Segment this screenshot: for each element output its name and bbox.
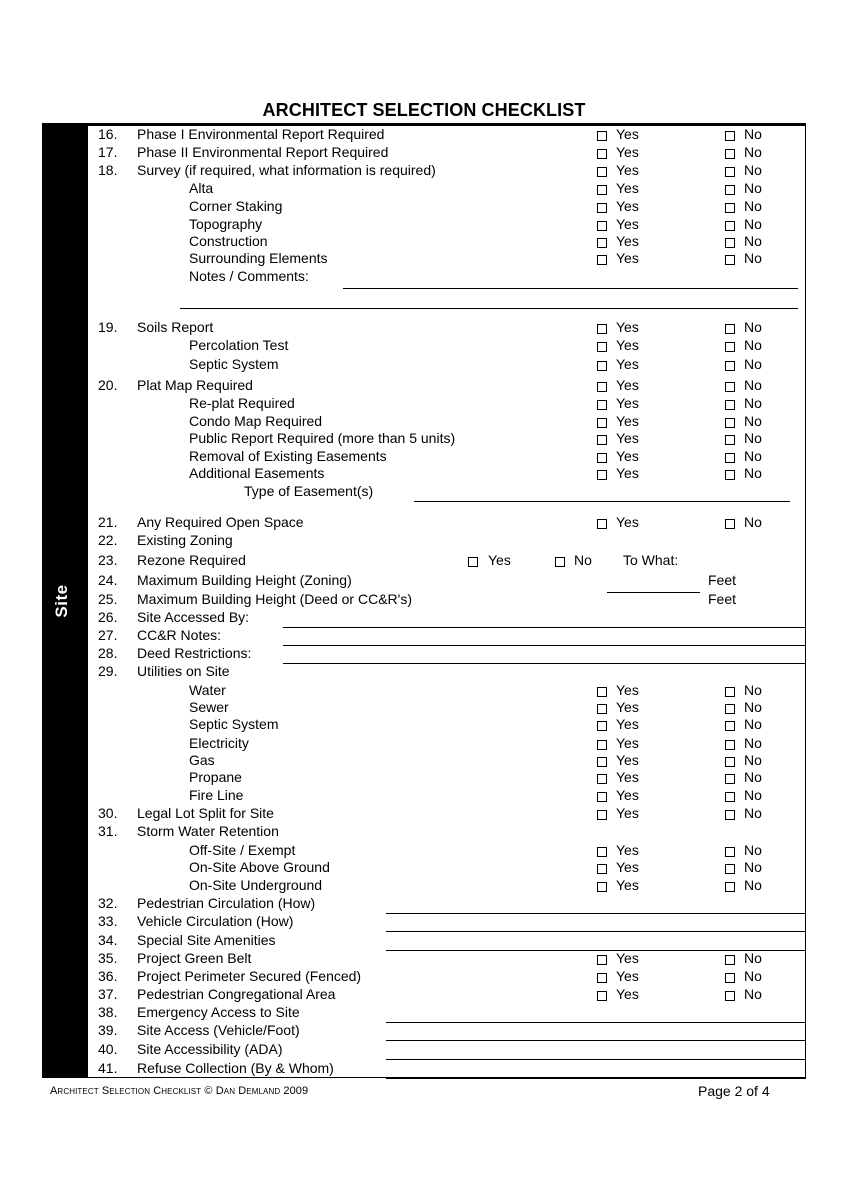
item-label: Public Report Required (more than 5 units) xyxy=(189,430,456,446)
no-label: No xyxy=(744,950,762,966)
no-label: No xyxy=(744,986,762,1002)
item-label: Emergency Access to Site xyxy=(137,1004,300,1020)
no-label: No xyxy=(744,769,762,785)
item-label: Percolation Test xyxy=(189,337,289,353)
no-checkbox[interactable] xyxy=(725,382,735,392)
yes-checkbox[interactable] xyxy=(597,810,607,820)
no-checkbox[interactable] xyxy=(725,342,735,352)
yes-label: Yes xyxy=(616,769,639,785)
yes-label: Yes xyxy=(616,180,639,196)
no-checkbox[interactable] xyxy=(725,453,735,463)
item-label: Phase II Environmental Report Required xyxy=(137,144,389,160)
yes-checkbox[interactable] xyxy=(597,238,607,248)
yes-label: Yes xyxy=(616,805,639,821)
answer-line[interactable] xyxy=(386,931,806,932)
item-number: 16. xyxy=(98,126,118,142)
no-checkbox[interactable] xyxy=(725,847,735,857)
item-number: 23. xyxy=(98,552,118,568)
item-label: Phase I Environmental Report Required xyxy=(137,126,385,142)
item-number: 20. xyxy=(98,377,118,393)
item-label: Removal of Existing Easements xyxy=(189,448,387,464)
yes-label: Yes xyxy=(616,144,639,160)
no-label: No xyxy=(744,968,762,984)
no-label: No xyxy=(744,716,762,732)
yes-checkbox[interactable] xyxy=(597,361,607,371)
yes-label: Yes xyxy=(616,465,639,481)
no-checkbox[interactable] xyxy=(725,721,735,731)
item-label: Construction xyxy=(189,233,268,249)
yes-label: Yes xyxy=(616,986,639,1002)
item-label: Pedestrian Circulation (How) xyxy=(137,895,316,911)
item-label: Water xyxy=(189,682,226,698)
answer-line[interactable] xyxy=(386,950,806,951)
answer-line[interactable] xyxy=(283,663,806,664)
no-checkbox[interactable] xyxy=(725,774,735,784)
yes-label: Yes xyxy=(616,716,639,732)
no-checkbox[interactable] xyxy=(555,557,565,567)
item-label: Surrounding Elements xyxy=(189,250,328,266)
yes-label: Yes xyxy=(616,395,639,411)
no-checkbox[interactable] xyxy=(725,687,735,697)
no-checkbox[interactable] xyxy=(725,740,735,750)
no-label: No xyxy=(744,448,762,464)
yes-checkbox[interactable] xyxy=(597,757,607,767)
yes-checkbox[interactable] xyxy=(597,973,607,983)
yes-label: Yes xyxy=(616,319,639,335)
page-number: Page 2 of 4 xyxy=(698,1083,770,1099)
item-label: Fire Line xyxy=(189,787,244,803)
yes-checkbox[interactable] xyxy=(597,131,607,141)
item-label: Soils Report xyxy=(137,319,214,335)
item-number: 19. xyxy=(98,319,118,335)
no-label: No xyxy=(744,430,762,446)
item-label: Survey (if required, what information is required) xyxy=(137,162,436,178)
no-checkbox[interactable] xyxy=(725,991,735,1001)
yes-label: Yes xyxy=(616,198,639,214)
yes-label: Yes xyxy=(616,448,639,464)
item-number: 32. xyxy=(98,895,118,911)
notes-line[interactable] xyxy=(343,288,798,289)
item-number: 28. xyxy=(98,645,118,661)
yes-checkbox[interactable] xyxy=(597,221,607,231)
no-checkbox[interactable] xyxy=(725,810,735,820)
yes-label: Yes xyxy=(616,356,639,372)
answer-line[interactable] xyxy=(283,627,806,628)
no-checkbox[interactable] xyxy=(725,324,735,334)
item-label: Maximum Building Height (Zoning) xyxy=(137,572,352,588)
no-label: No xyxy=(574,552,592,568)
height-line[interactable] xyxy=(607,592,700,593)
no-label: No xyxy=(744,514,762,530)
page-title: ARCHITECT SELECTION CHECKLIST xyxy=(262,100,586,120)
no-label: No xyxy=(744,377,762,393)
no-checkbox[interactable] xyxy=(725,955,735,965)
no-label: No xyxy=(744,787,762,803)
yes-label: Yes xyxy=(488,552,511,568)
easement-type-line[interactable] xyxy=(414,501,790,502)
notes-line-2[interactable] xyxy=(180,308,798,309)
item-number: 25. xyxy=(98,591,118,607)
yes-label: Yes xyxy=(616,216,639,232)
item-label: Rezone Required xyxy=(137,552,246,568)
yes-checkbox[interactable] xyxy=(597,342,607,352)
yes-checkbox[interactable] xyxy=(597,704,607,714)
item-number: 18. xyxy=(98,162,118,178)
yes-checkbox[interactable] xyxy=(597,847,607,857)
item-label: Maximum Building Height (Deed or CC&R's) xyxy=(137,591,412,607)
yes-label: Yes xyxy=(616,682,639,698)
no-checkbox[interactable] xyxy=(725,435,735,445)
yes-checkbox[interactable] xyxy=(597,740,607,750)
no-label: No xyxy=(744,842,762,858)
no-label: No xyxy=(744,395,762,411)
item-label: Special Site Amenities xyxy=(137,932,276,948)
feet-label: Feet xyxy=(708,572,737,588)
yes-label: Yes xyxy=(616,233,639,249)
yes-checkbox[interactable] xyxy=(597,324,607,334)
no-label: No xyxy=(744,735,762,751)
item-label: Topography xyxy=(189,216,263,232)
item-label: Vehicle Circulation (How) xyxy=(137,913,294,929)
no-checkbox[interactable] xyxy=(725,418,735,428)
item-label: Pedestrian Congregational Area xyxy=(137,986,336,1002)
no-checkbox[interactable] xyxy=(725,238,735,248)
no-label: No xyxy=(744,465,762,481)
item-number: 33. xyxy=(98,913,118,929)
item-label: Utilities on Site xyxy=(137,663,230,679)
no-label: No xyxy=(744,699,762,715)
item-number: 27. xyxy=(98,627,118,643)
yes-checkbox[interactable] xyxy=(597,185,607,195)
no-label: No xyxy=(744,413,762,429)
answer-line[interactable] xyxy=(386,913,806,914)
item-label: Propane xyxy=(189,769,242,785)
item-number: 21. xyxy=(98,514,118,530)
item-label: Type of Easement(s) xyxy=(244,483,374,499)
item-label: Sewer xyxy=(189,699,229,715)
yes-label: Yes xyxy=(616,699,639,715)
yes-label: Yes xyxy=(616,413,639,429)
yes-checkbox[interactable] xyxy=(597,519,607,529)
item-number: 34. xyxy=(98,932,118,948)
item-label: Plat Map Required xyxy=(137,377,253,393)
item-label: Notes / Comments: xyxy=(189,268,309,284)
item-label: Project Perimeter Secured (Fenced) xyxy=(137,968,362,984)
yes-checkbox[interactable] xyxy=(597,203,607,213)
item-label: Alta xyxy=(189,180,214,196)
yes-checkbox[interactable] xyxy=(597,255,607,265)
no-checkbox[interactable] xyxy=(725,973,735,983)
item-label: Existing Zoning xyxy=(137,532,233,548)
rezone-to-what: To What: xyxy=(623,552,679,568)
yes-label: Yes xyxy=(616,752,639,768)
yes-checkbox[interactable] xyxy=(597,435,607,445)
item-number: 24. xyxy=(98,572,118,588)
footer-copyright-text: Architect Selection Checklist © Dan Demland 2009 xyxy=(50,1085,309,1097)
no-label: No xyxy=(744,337,762,353)
item-number: 40. xyxy=(98,1041,118,1057)
footer-copyright xyxy=(50,1085,308,1097)
answer-line[interactable] xyxy=(283,645,806,646)
yes-checkbox[interactable] xyxy=(597,882,607,892)
item-label: Gas xyxy=(189,752,215,768)
no-checkbox[interactable] xyxy=(725,882,735,892)
yes-label: Yes xyxy=(616,950,639,966)
yes-label: Yes xyxy=(616,162,639,178)
item-label: Project Green Belt xyxy=(137,950,252,966)
no-label: No xyxy=(744,180,762,196)
item-number: 26. xyxy=(98,609,118,625)
no-checkbox[interactable] xyxy=(725,255,735,265)
no-checkbox[interactable] xyxy=(725,757,735,767)
yes-label: Yes xyxy=(616,514,639,530)
yes-label: Yes xyxy=(616,877,639,893)
no-checkbox[interactable] xyxy=(725,400,735,410)
no-checkbox[interactable] xyxy=(725,167,735,177)
item-label: CC&R Notes: xyxy=(137,627,222,643)
yes-label: Yes xyxy=(616,430,639,446)
yes-checkbox[interactable] xyxy=(597,453,607,463)
item-number: 31. xyxy=(98,823,118,839)
no-label: No xyxy=(744,319,762,335)
no-label: No xyxy=(744,162,762,178)
no-label: No xyxy=(744,144,762,160)
item-number: 22. xyxy=(98,532,118,548)
item-number: 29. xyxy=(98,663,118,679)
no-checkbox[interactable] xyxy=(725,519,735,529)
no-checkbox[interactable] xyxy=(725,704,735,714)
yes-checkbox[interactable] xyxy=(597,382,607,392)
yes-label: Yes xyxy=(616,126,639,142)
yes-checkbox[interactable] xyxy=(468,557,478,567)
yes-checkbox[interactable] xyxy=(597,418,607,428)
item-label: On-Site Underground xyxy=(189,877,323,893)
no-label: No xyxy=(744,682,762,698)
yes-checkbox[interactable] xyxy=(597,792,607,802)
item-label: Storm Water Retention xyxy=(137,823,279,839)
yes-checkbox[interactable] xyxy=(597,774,607,784)
yes-checkbox[interactable] xyxy=(597,470,607,480)
yes-label: Yes xyxy=(616,842,639,858)
no-label: No xyxy=(744,198,762,214)
yes-checkbox[interactable] xyxy=(597,721,607,731)
no-label: No xyxy=(744,216,762,232)
item-number: 37. xyxy=(98,986,118,1002)
yes-checkbox[interactable] xyxy=(597,167,607,177)
item-number: 35. xyxy=(98,950,118,966)
item-label: Condo Map Required xyxy=(189,413,323,429)
no-checkbox[interactable] xyxy=(725,221,735,231)
item-label: On-Site Above Ground xyxy=(189,859,330,875)
yes-label: Yes xyxy=(616,735,639,751)
item-number: 36. xyxy=(98,968,118,984)
no-label: No xyxy=(744,250,762,266)
item-label: Additional Easements xyxy=(189,465,325,481)
no-label: No xyxy=(744,805,762,821)
no-checkbox[interactable] xyxy=(725,203,735,213)
no-checkbox[interactable] xyxy=(725,792,735,802)
item-label: Legal Lot Split for Site xyxy=(137,805,274,821)
item-number: 30. xyxy=(98,805,118,821)
yes-label: Yes xyxy=(616,250,639,266)
yes-label: Yes xyxy=(616,787,639,803)
item-label: Re-plat Required xyxy=(189,395,295,411)
yes-checkbox[interactable] xyxy=(597,400,607,410)
item-label: Corner Staking xyxy=(189,198,283,214)
feet-label: Feet xyxy=(708,591,737,607)
no-label: No xyxy=(744,859,762,875)
item-number: 39. xyxy=(98,1022,118,1038)
item-label: Site Accessibility (ADA) xyxy=(137,1041,283,1057)
item-label: Site Access (Vehicle/Foot) xyxy=(137,1022,300,1038)
no-checkbox[interactable] xyxy=(725,361,735,371)
yes-checkbox[interactable] xyxy=(597,955,607,965)
no-label: No xyxy=(744,752,762,768)
item-label: Refuse Collection (By & Whom) xyxy=(137,1060,334,1076)
no-label: No xyxy=(744,356,762,372)
no-label: No xyxy=(744,126,762,142)
no-label: No xyxy=(744,233,762,249)
no-label: No xyxy=(744,877,762,893)
item-label: Off-Site / Exempt xyxy=(189,842,296,858)
no-checkbox[interactable] xyxy=(725,185,735,195)
answer-line[interactable] xyxy=(386,1040,806,1041)
yes-label: Yes xyxy=(616,337,639,353)
yes-checkbox[interactable] xyxy=(597,149,607,159)
item-label: Electricity xyxy=(189,735,249,751)
no-checkbox[interactable] xyxy=(725,149,735,159)
yes-label: Yes xyxy=(616,968,639,984)
no-checkbox[interactable] xyxy=(725,131,735,141)
no-checkbox[interactable] xyxy=(725,864,735,874)
item-number: 41. xyxy=(98,1060,118,1076)
item-label: Septic System xyxy=(189,356,279,372)
yes-label: Yes xyxy=(616,859,639,875)
item-label: Septic System xyxy=(189,716,279,732)
yes-label: Yes xyxy=(616,377,639,393)
yes-checkbox[interactable] xyxy=(597,687,607,697)
item-label: Deed Restrictions: xyxy=(137,645,252,661)
item-label: Site Accessed By: xyxy=(137,609,250,625)
item-label: Any Required Open Space xyxy=(137,514,304,530)
answer-line[interactable] xyxy=(386,1078,806,1079)
no-checkbox[interactable] xyxy=(725,470,735,480)
answer-line[interactable] xyxy=(386,1022,806,1023)
yes-checkbox[interactable] xyxy=(597,991,607,1001)
yes-checkbox[interactable] xyxy=(597,864,607,874)
item-number: 17. xyxy=(98,144,118,160)
section-label: Site xyxy=(52,584,71,618)
answer-line[interactable] xyxy=(386,1059,806,1060)
item-number: 38. xyxy=(98,1004,118,1020)
